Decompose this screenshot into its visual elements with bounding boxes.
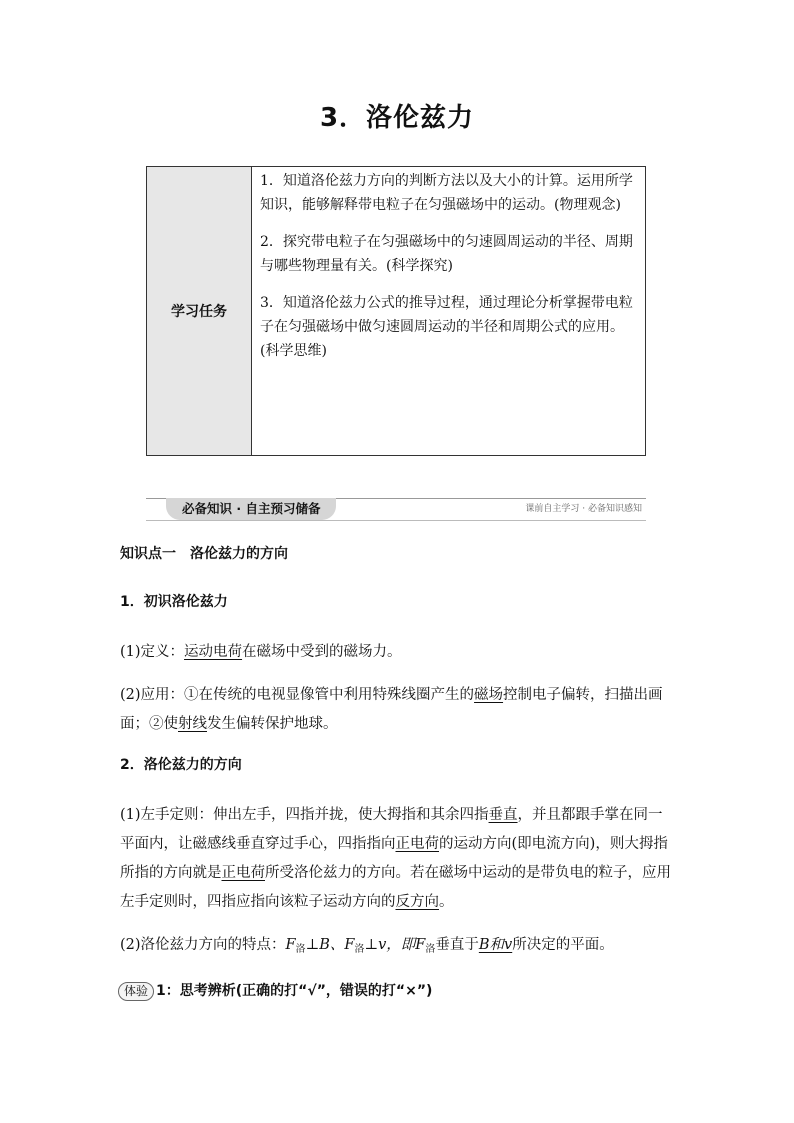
force-subscript: 洛 <box>425 944 436 955</box>
exercise-line <box>118 978 676 1004</box>
exercise-badge: 体验 <box>118 982 154 1001</box>
page-title: 3．洛伦兹力 <box>319 103 475 133</box>
rule-part-5: 。 <box>439 894 454 910</box>
force-subscript: 洛 <box>354 944 365 955</box>
task-table-body <box>252 167 645 455</box>
rule-blank-2: 正电荷 <box>395 836 439 852</box>
main-content <box>120 542 676 1004</box>
perp-b-text: ⊥B、 <box>305 937 345 953</box>
definition-blank: 运动电荷 <box>184 644 243 660</box>
knowledge-point-title: 知识点一 洛伦兹力的方向 <box>120 546 288 562</box>
section-banner-label: 必备知识 · 自主预习储备 <box>166 498 336 520</box>
feature-mid: 垂直于 <box>435 937 479 953</box>
section-divider-bottom <box>146 520 646 521</box>
feature-suffix: 所决定的平面。 <box>512 937 614 953</box>
force-symbol: F <box>285 937 296 953</box>
application-blank-2: 射线 <box>178 716 207 732</box>
task-item-1: 1．知道洛伦兹力方向的判断方法以及大小的计算。运用所学知识，能够解释带电粒子在匀强磁场中的运动。(物理观念) <box>260 173 633 213</box>
section-banner-note: 课前自主学习 · 必备知识感知 <box>525 504 642 514</box>
subsection-2-heading: 2．洛伦兹力的方向 <box>120 757 242 773</box>
rule-blank-4: 反方向 <box>395 894 439 910</box>
definition-paragraph <box>120 638 676 667</box>
feature-prefix: (2)洛伦兹力方向的特点： <box>120 937 286 953</box>
exercise-text: 1：思考辨析(正确的打“√”，错误的打“×”) <box>156 983 433 999</box>
subsection-1-heading: 1．初识洛伦兹力 <box>120 594 228 610</box>
rule-part-4: 所受洛伦兹力的方向。若在磁场中运动的是带负电的粒子，应用左手定则时，四指应指向该粒子运动方向的 <box>120 865 671 910</box>
left-hand-rule-paragraph <box>120 801 676 917</box>
application-suffix: 发生偏转保护地球。 <box>207 716 338 732</box>
feature-blank: B和v <box>478 937 513 953</box>
task-table-label: 学习任务 <box>147 167 252 455</box>
rule-blank-1: 垂直 <box>488 807 518 823</box>
rule-part-2: ，并且都跟手掌在同一平面内，让磁感线垂直穿过手心，四指指向 <box>120 807 663 852</box>
rule-part-3: 的运动方向(即电流方向)，则大拇指所指的方向就是 <box>120 836 668 881</box>
application-mid: 控制电子偏转，扫描出画面；②使 <box>120 687 663 732</box>
application-prefix: (2)应用：①在传统的电视显像管中利用特殊线圈产生的 <box>120 687 475 703</box>
task-item-3: 3．知道洛伦兹力公式的推导过程，通过理论分析掌握带电粒子在匀强磁场中做匀速圆周运动的半径和周期公式的应用。(科学思维) <box>260 295 633 359</box>
task-item-2: 2．探究带电粒子在匀强磁场中的匀速圆周运动的半径、周期与哪些物理量有关。(科学探究) <box>260 234 633 274</box>
learning-task-table <box>146 166 646 456</box>
force-symbol: F <box>415 937 426 953</box>
perp-v-text: ⊥v，即 <box>364 937 416 953</box>
force-symbol: F <box>344 937 355 953</box>
definition-suffix: 在磁场中受到的磁场力。 <box>242 644 402 660</box>
rule-part-1: (1)左手定则：伸出左手，四指并拢，使大拇指和其余四指 <box>120 807 489 823</box>
section-banner <box>146 492 646 524</box>
definition-prefix: (1)定义： <box>120 644 185 660</box>
force-subscript: 洛 <box>295 944 306 955</box>
application-paragraph <box>120 681 676 739</box>
feature-paragraph <box>120 931 676 964</box>
application-blank-1: 磁场 <box>474 687 504 703</box>
rule-blank-3: 正电荷 <box>221 865 265 881</box>
